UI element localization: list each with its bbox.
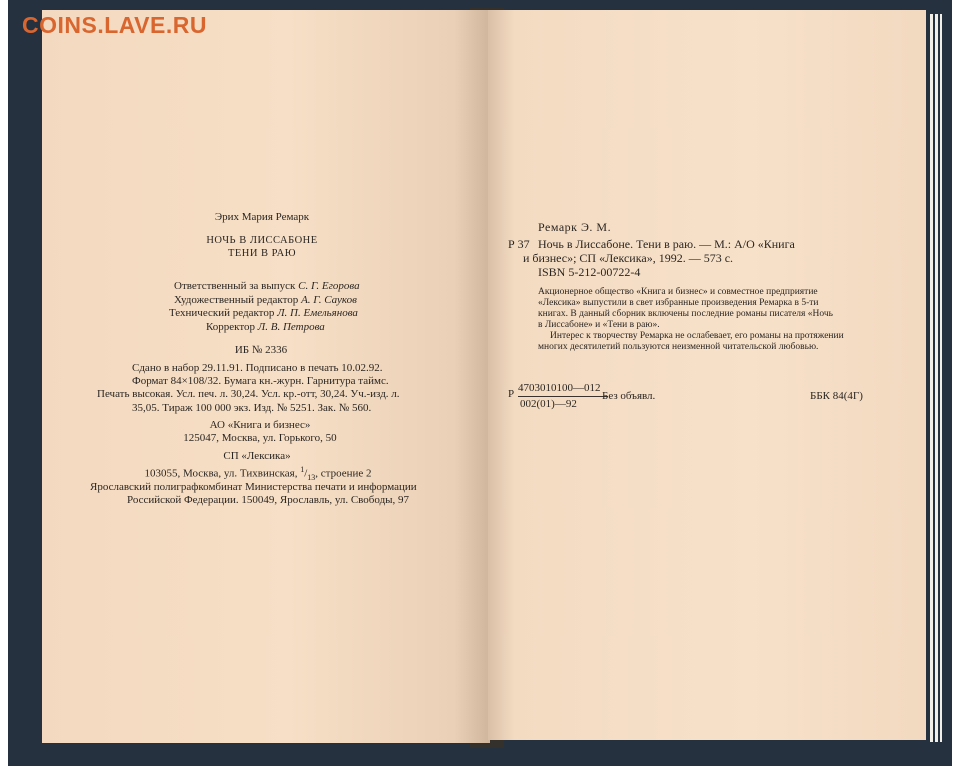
left-page [42,10,490,743]
book-title-1: НОЧЬ В ЛИССАБОНЕ [206,235,318,246]
credit-line [206,321,325,334]
book-title-2: ТЕНИ В РАЮ [227,248,297,259]
credit-role: Корректор [206,321,256,333]
annotation-line: книгах. В данный сборник включены последние романы писателя «Ночь [538,309,833,319]
publisher-2-address: 103055, Москва, ул. Тихвинская, $^1/_{13}$, строение 2 [144,465,372,482]
credit-role: Ответственный за выпуск [174,280,296,292]
print-line: 35,05. Тираж 100 000 экз. Изд. № 5251. Зак. № 560. [132,402,372,414]
address-text: , строение 2 [315,467,372,480]
catalog-code: Р 37 [508,237,530,251]
printer-line: Российской Федерации. 150049, Ярославль, ул. Свободы, 97 [127,494,410,506]
site-watermark: COINS.LAVE.RU [22,12,207,38]
fraction-prefix: Р [508,388,515,400]
credit-line [174,280,360,293]
page-edge [940,14,942,742]
isbn: ISBN 5-212-00722-4 [538,265,641,279]
page-edge [930,14,933,742]
address-text: 103055, Москва, ул. Тихвинская, [144,467,301,480]
annotation-line: «Лексика» выпустили в свет избранные произведения Ремарка в 5-ти [538,298,819,308]
bbk-code: ББК 84(4Г) [810,390,863,402]
annotation-line: многих десятилетий пользуются неизменной читательской любовью. [538,342,819,352]
print-line: Сдано в набор 29.11.91. Подписано в печать 10.02.92. [132,362,383,374]
print-line: Печать высокая. Усл. печ. л. 30,24. Усл. кр.-отт, 30,24. Уч.-изд. л. [97,388,400,400]
fraction-bar [518,396,608,397]
credit-role: Технический редактор [169,307,275,319]
credit-role: Художественный редактор [174,294,299,306]
annotation-line: Интерес к творчеству Ремарка не ослабевает, его романы на протяжении [550,331,844,341]
right-page [488,10,926,740]
address-fraction-den: 13 [307,472,316,482]
annotation-line: в Лиссабоне» и «Тени в раю». [538,320,660,330]
credit-name: Л. В. Петрова [257,321,325,333]
annotation-line: Акционерное общество «Книга и бизнес» и совместное предприятие [538,287,818,297]
no-announcement: Без объявл. [602,390,656,402]
biblio-line: и бизнес»; СП «Лексика», 1992. — 573 с. [523,251,734,265]
publisher-1-address: 125047, Москва, ул. Горького, 50 [183,432,337,444]
biblio-line: Ночь в Лиссабоне. Тени в раю. — М.: А/О «Книга [538,237,795,251]
address-fraction-num: 1 [300,465,305,474]
credit-line [169,307,358,320]
fraction-denominator: 002(01)—92 [520,398,577,410]
page-edge [935,14,938,742]
printer-line: Ярославский полиграфкомбинат Министерства печати и информации [90,481,417,493]
fraction-numerator: 4703010100—012 [518,382,601,394]
credit-name: А. Г. Сауков [301,294,357,306]
print-line: Формат 84×108/32. Бумага кн.-журн. Гарнитура таймс. [132,375,389,387]
author-name: Эрих Мария Ремарк [214,211,310,223]
ib-number: ИБ № 2336 [234,344,288,356]
publisher-2-name: СП «Лексика» [223,450,291,462]
publisher-1-name: АО «Книга и бизнес» [209,419,311,431]
credit-name: Л. П. Емельянова [277,307,358,319]
catalog-author: Ремарк Э. М. [538,220,612,234]
credit-line [174,294,357,307]
credit-name: С. Г. Егорова [298,280,360,292]
